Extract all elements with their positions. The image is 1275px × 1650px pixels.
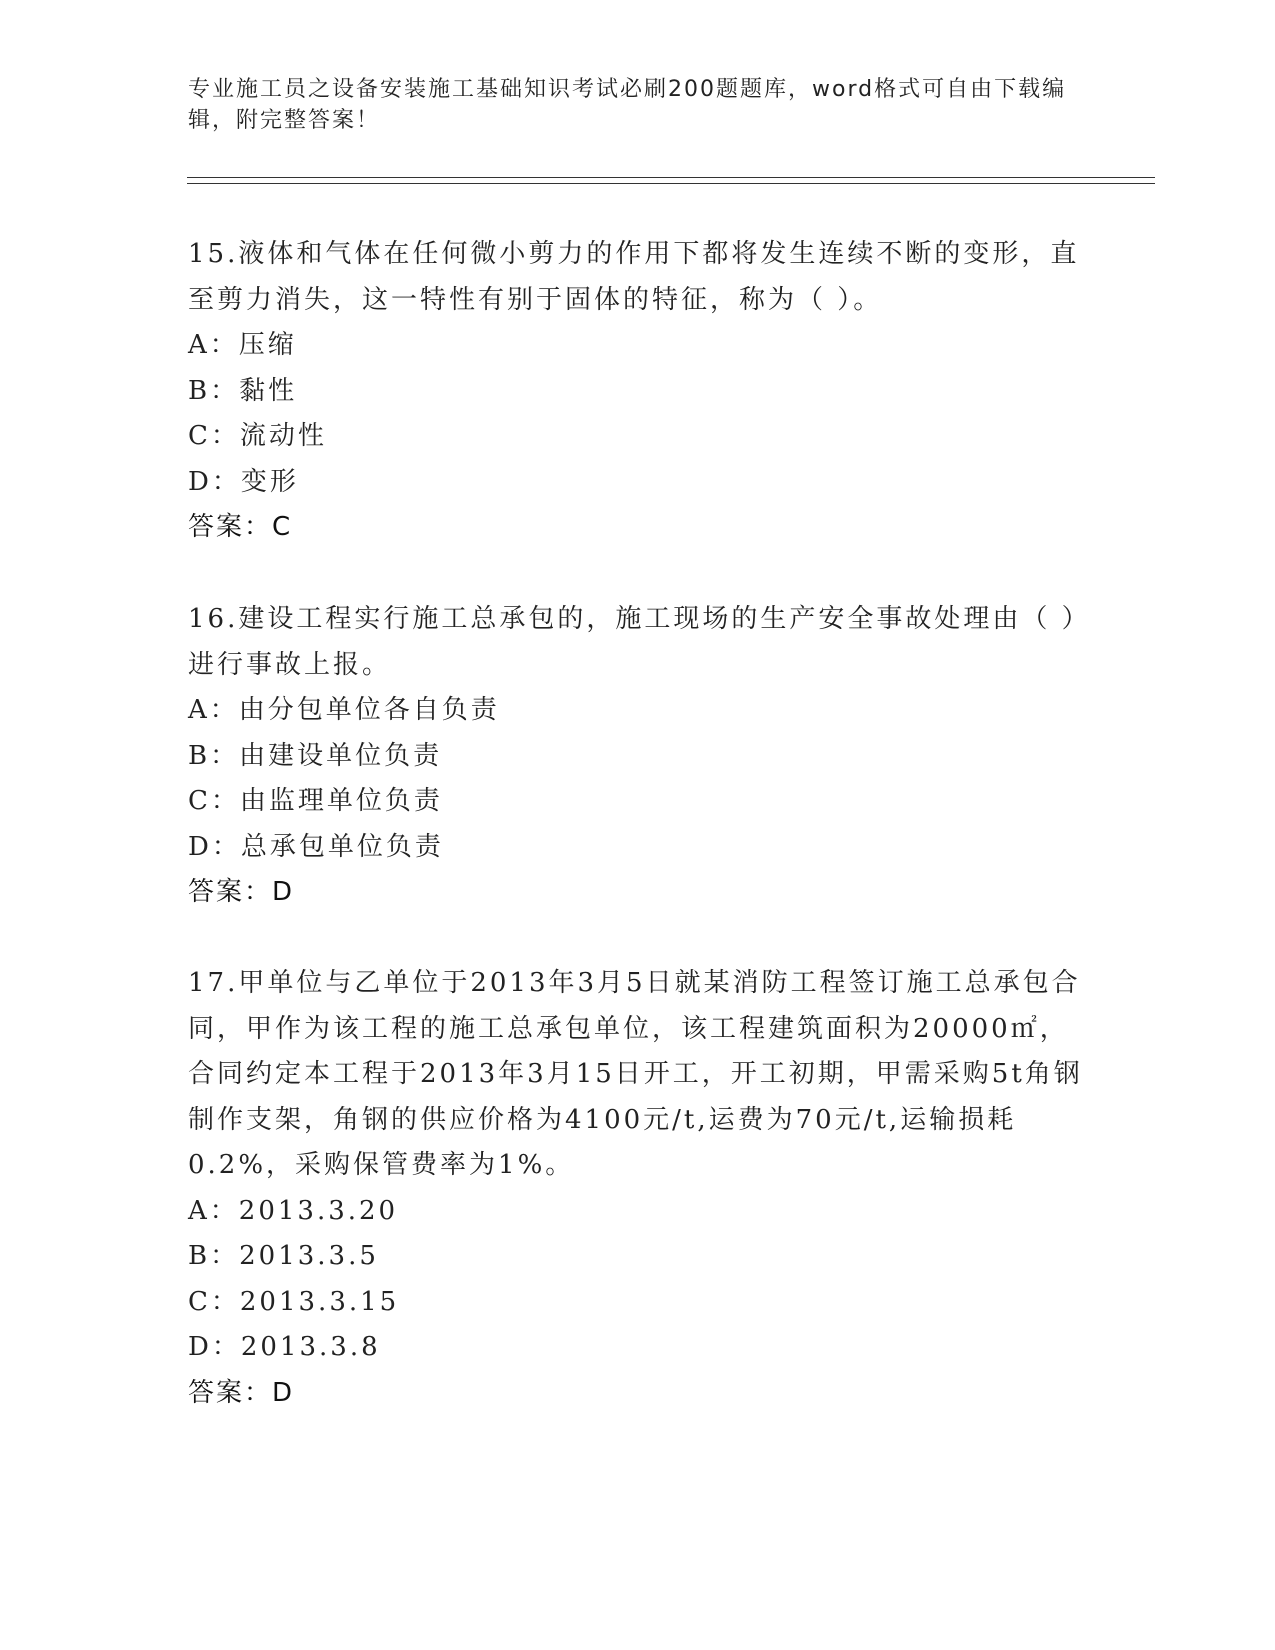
question-stem: 16.建设工程实行施工总承包的，施工现场的生产安全事故处理由（ ）进行事故上报。 [188, 604, 1078, 680]
answer-label: 答案：D [188, 877, 295, 907]
question-16 [188, 597, 1088, 916]
option-d: D：2013.3.8 [188, 1332, 381, 1362]
option-b: B：2013.3.5 [188, 1241, 379, 1271]
option-a: A：2013.3.20 [188, 1195, 399, 1226]
document-header-title: 专业施工员之设备安装施工基础知识考试必刷200题题库，word格式可自由下载编辑，附完整答案！ [188, 77, 1067, 133]
option-b: B：黏性 [188, 375, 298, 406]
option-c: C：流动性 [188, 421, 327, 451]
question-stem: 17.甲单位与乙单位于2013年3月5日就某消防工程签订施工总承包合同，甲作为该工程的施工总承包单位，该工程建筑面积为20000㎡，合同约定本工程于2013年3月15日开工，开工初期，甲需采购5t角钢制作支架，角钢的供应价格为4100元/t,运费为70元/t,运输损耗0.2%，采购保管费率为1%。 [188, 968, 1083, 1180]
question-17 [188, 961, 1088, 1416]
option-d: D：总承包单位负责 [188, 831, 444, 862]
option-a: A：由分包单位各自负责 [188, 695, 500, 725]
option-c: C：2013.3.15 [188, 1286, 400, 1317]
option-a: A：压缩 [188, 330, 297, 360]
answer-label: 答案：D [188, 1377, 295, 1408]
option-b: B：由建设单位负责 [188, 740, 443, 771]
question-stem: 15.液体和气体在任何微小剪力的作用下都将发生连续不断的变形，直至剪力消失，这一特性有别于固体的特征，称为（ ）。 [188, 239, 1080, 315]
option-c: C：由监理单位负责 [188, 786, 443, 816]
question-15 [188, 232, 1088, 551]
option-d: D：变形 [188, 466, 299, 497]
answer-label: 答案：C [188, 512, 293, 542]
header-divider [187, 177, 1155, 184]
